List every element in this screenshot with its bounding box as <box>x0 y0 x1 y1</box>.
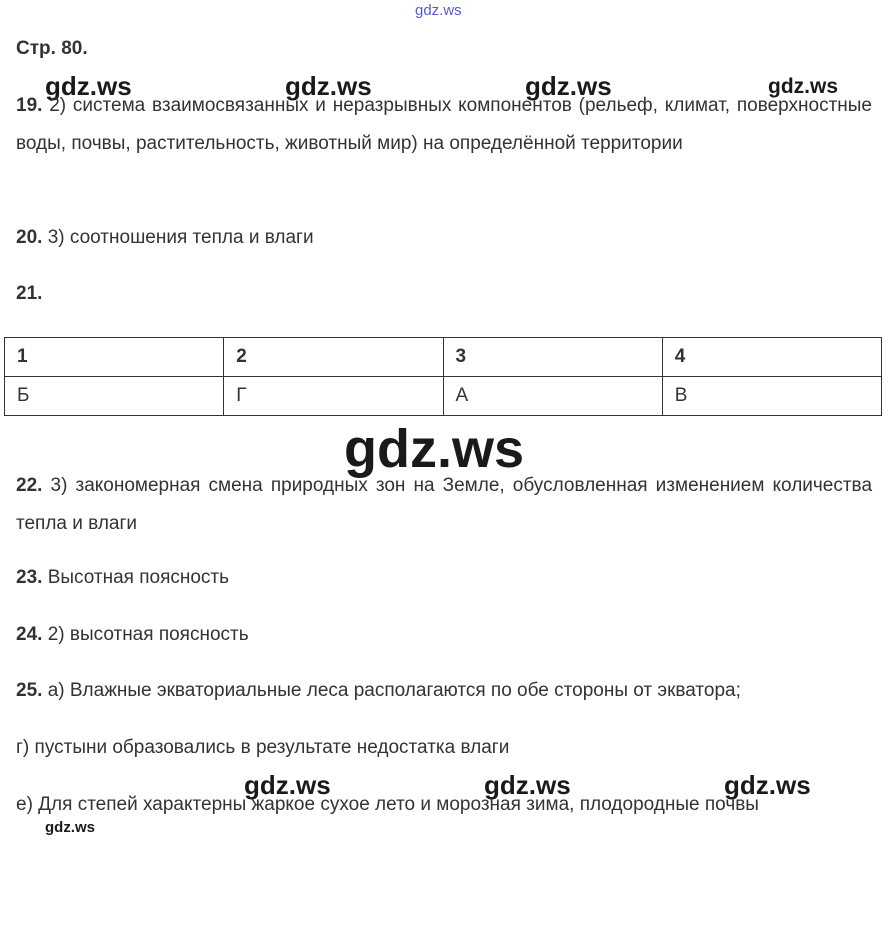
question-number: 21. <box>16 283 43 304</box>
table-cell: Г <box>224 377 443 416</box>
question-number: 25. <box>16 680 43 701</box>
question-number: 24. <box>16 624 43 645</box>
table-header-cell: 3 <box>443 338 662 377</box>
question-number: 19. <box>16 95 43 116</box>
table-header-cell: 1 <box>5 338 224 377</box>
answer-23 <box>16 559 872 597</box>
watermark: gdz.ws <box>525 71 612 101</box>
answer-19 <box>16 87 872 163</box>
page-title: Стр. 80. <box>16 38 88 59</box>
watermark: gdz.ws <box>724 770 811 800</box>
watermark-small: gdz.ws <box>45 819 96 836</box>
watermark: gdz.ws <box>285 71 372 101</box>
answer-25-g: г) пустыни образовались в результате недостатка влаги <box>16 737 510 758</box>
table-header-cell: 4 <box>662 338 881 377</box>
answer-table-21 <box>4 337 882 416</box>
watermark: gdz.ws <box>484 770 571 800</box>
answer-text: 3) закономерная смена природных зон на Земле, обусловленная изменением количества тепла и влаги <box>16 475 873 534</box>
answer-25-e: е) Для степей характерны жаркое сухое лето и морозная зима, плодородные почвы <box>16 794 759 815</box>
table-cell: Б <box>5 377 224 416</box>
answer-22 <box>16 467 872 543</box>
answer-text: 2) высотная поясность <box>47 624 249 645</box>
table-cell: В <box>662 377 881 416</box>
watermark: gdz.ws <box>768 75 839 98</box>
table-cell: А <box>443 377 662 416</box>
answer-20 <box>16 219 872 257</box>
table-row <box>5 377 882 416</box>
answer-text: 2) система взаимосвязанных и неразрывных компонентов (рельеф, климат, поверхностные воды, почвы, растительность, животный мир) на определённой территории <box>16 95 872 154</box>
watermark-large: gdz.ws <box>344 419 525 479</box>
watermark: gdz.ws <box>45 71 132 101</box>
answer-text: а) Влажные экваториальные леса располагаются по обе стороны от экватора; <box>47 680 741 701</box>
answer-text: Высотная поясность <box>47 567 230 588</box>
watermark-top: gdz.ws <box>415 2 462 19</box>
answer-21 <box>16 275 872 313</box>
answer-24 <box>16 616 872 654</box>
table-header-row <box>5 338 882 377</box>
answer-text: 3) соотношения тепла и влаги <box>47 227 314 248</box>
answer-25 <box>16 672 872 710</box>
watermark: gdz.ws <box>244 770 331 800</box>
question-number: 23. <box>16 567 43 588</box>
question-number: 20. <box>16 227 43 248</box>
table-header-cell: 2 <box>224 338 443 377</box>
question-number: 22. <box>16 475 43 496</box>
